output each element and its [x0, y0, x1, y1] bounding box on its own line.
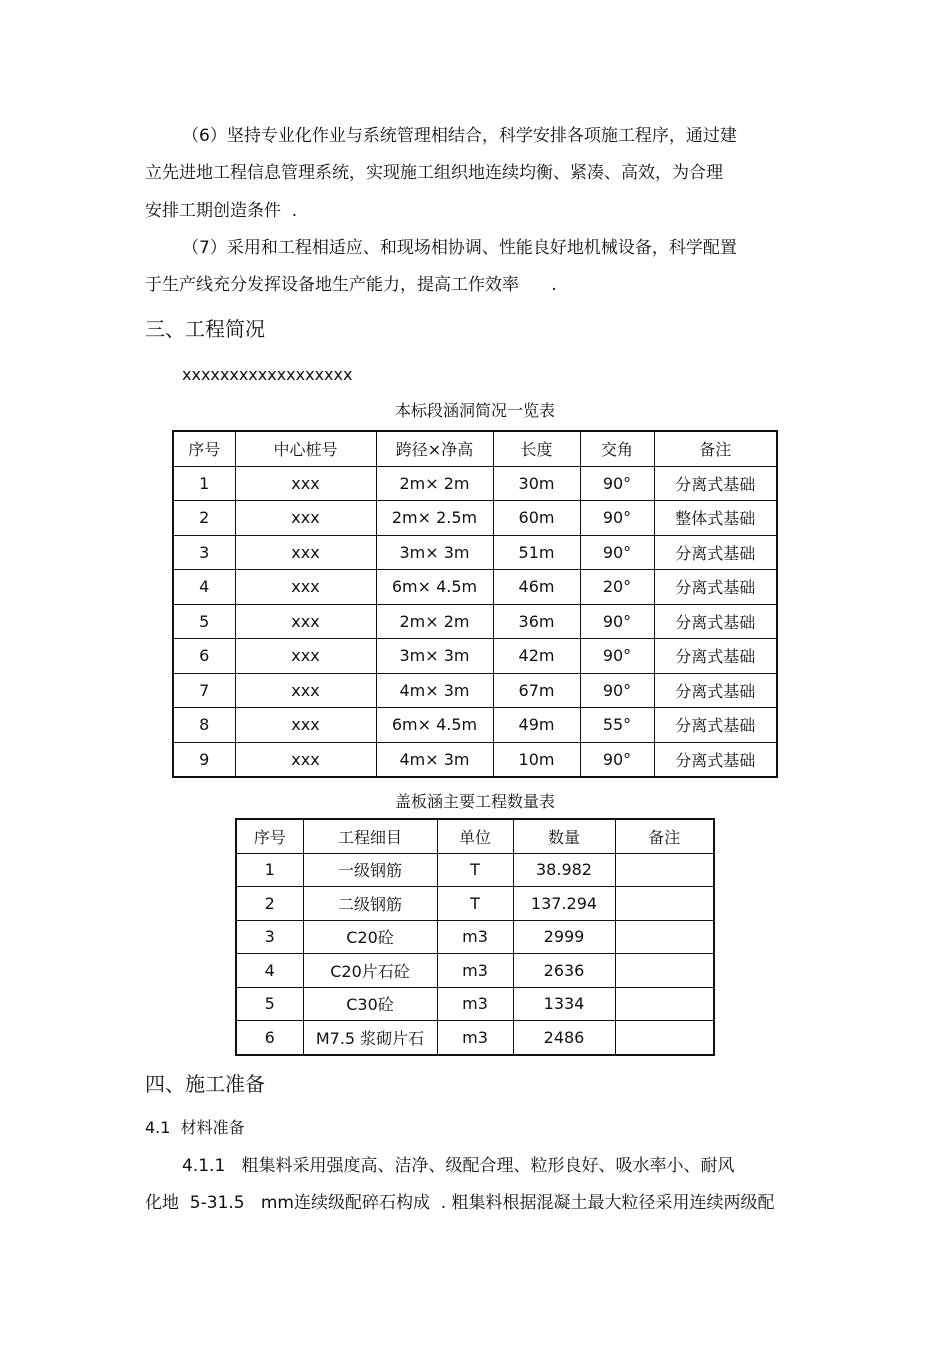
table-cell: M7.5 浆砌片石 — [303, 1021, 437, 1055]
table-cell: m3 — [437, 987, 513, 1021]
table-cell: 整体式基础 — [654, 501, 777, 536]
table-cell: m3 — [437, 954, 513, 988]
table-cell: 90° — [580, 535, 654, 570]
table-cell: m3 — [437, 920, 513, 954]
table-cell — [615, 853, 714, 887]
header-cell: 序号 — [173, 431, 235, 466]
table-cell: 分离式基础 — [654, 708, 777, 743]
table-cell: 二级钢筋 — [303, 887, 437, 921]
header-cell: 跨径×净高 — [376, 431, 493, 466]
table-cell: 2 — [236, 887, 303, 921]
table-cell: 3 — [173, 535, 235, 570]
table-cell: 2m× 2m — [376, 466, 493, 501]
table-cell: 4m× 3m — [376, 673, 493, 708]
quantity-table — [235, 818, 715, 1056]
table-cell: xxx — [235, 501, 376, 536]
table-cell: 3m× 3m — [376, 535, 493, 570]
table-cell: 49m — [493, 708, 580, 743]
paragraph-7-line-1: （7）采用和工程相适应、和现场相协调、性能良好地机械设备，科学配置 — [182, 238, 737, 258]
table-cell: 46m — [493, 570, 580, 605]
table-cell: 7 — [173, 673, 235, 708]
section-3-placeholder: xxxxxxxxxxxxxxxxxx — [182, 365, 353, 384]
table-cell: 2636 — [513, 954, 615, 988]
table-row — [236, 920, 714, 954]
table-cell: 38.982 — [513, 853, 615, 887]
table-cell: 67m — [493, 673, 580, 708]
table-cell: C30砼 — [303, 987, 437, 1021]
header-cell: 交角 — [580, 431, 654, 466]
table-cell: 1 — [236, 853, 303, 887]
table-cell: xxx — [235, 639, 376, 674]
table-cell: 分离式基础 — [654, 535, 777, 570]
table-row — [236, 954, 714, 988]
table-row — [173, 466, 777, 501]
table-cell: T — [437, 853, 513, 887]
table-row — [173, 639, 777, 674]
table-row — [173, 673, 777, 708]
table-cell: xxx — [235, 604, 376, 639]
table-cell: xxx — [235, 708, 376, 743]
table-row — [173, 570, 777, 605]
table-cell: m3 — [437, 1021, 513, 1055]
header-cell: 中心桩号 — [235, 431, 376, 466]
table-cell: 2 — [173, 501, 235, 536]
section-4-heading: 四、施工准备 — [145, 1072, 265, 1096]
table-cell: 30m — [493, 466, 580, 501]
table-cell: xxx — [235, 742, 376, 777]
table-cell: 分离式基础 — [654, 604, 777, 639]
table-row — [173, 501, 777, 536]
table-cell: 分离式基础 — [654, 639, 777, 674]
table-cell: xxx — [235, 570, 376, 605]
paragraph-4-1-1-line-2: 化地 5-31.5 mm连续级配碎石构成 . 粗集料根据混凝土最大粒径采用连续两级配 — [145, 1193, 775, 1213]
table-header-row — [236, 819, 714, 853]
table-cell: 3m× 3m — [376, 639, 493, 674]
table-cell: 1 — [173, 466, 235, 501]
table-cell — [615, 987, 714, 1021]
table-row — [236, 1021, 714, 1055]
table-cell: 分离式基础 — [654, 673, 777, 708]
paragraph-4-1-1-line-1: 4.1.1 粗集料采用强度高、洁净、级配合理、粒形良好、吸水率小、耐风 — [182, 1156, 735, 1176]
table-cell: 2m× 2.5m — [376, 501, 493, 536]
table-cell: xxx — [235, 535, 376, 570]
table-cell: 42m — [493, 639, 580, 674]
header-cell: 长度 — [493, 431, 580, 466]
table-cell: 6 — [173, 639, 235, 674]
header-cell: 工程细目 — [303, 819, 437, 853]
table-cell: 3 — [236, 920, 303, 954]
table-cell: 6m× 4.5m — [376, 570, 493, 605]
table-2-caption: 盖板涵主要工程数量表 — [394, 792, 555, 811]
table-cell: 55° — [580, 708, 654, 743]
table-cell: 分离式基础 — [654, 570, 777, 605]
table-cell: 8 — [173, 708, 235, 743]
table-cell: 90° — [580, 673, 654, 708]
table-cell: 137.294 — [513, 887, 615, 921]
table-cell: xxx — [235, 673, 376, 708]
header-cell: 序号 — [236, 819, 303, 853]
table-row — [236, 887, 714, 921]
paragraph-6-line-1: （6）坚持专业化作业与系统管理相结合，科学安排各项施工程序，通过建 — [182, 126, 737, 146]
table-cell: 2486 — [513, 1021, 615, 1055]
table-cell: 9 — [173, 742, 235, 777]
table-cell: 60m — [493, 501, 580, 536]
table-cell: 一级钢筋 — [303, 853, 437, 887]
table-cell: 90° — [580, 639, 654, 674]
table-row — [236, 853, 714, 887]
table-cell: 5 — [236, 987, 303, 1021]
paragraph-6-line-3: 安排工期创造条件 . — [145, 201, 298, 221]
section-4-1-heading: 4.1 材料准备 — [145, 1118, 245, 1137]
table-cell: xxx — [235, 466, 376, 501]
table-cell: 4 — [173, 570, 235, 605]
table-cell: 90° — [580, 466, 654, 501]
table-cell: 90° — [580, 501, 654, 536]
table-row — [173, 742, 777, 777]
culvert-summary-table — [172, 430, 778, 778]
paragraph-7-line-2: 于生产线充分发挥设备地生产能力，提高工作效率 . — [145, 275, 557, 295]
table-cell: 2m× 2m — [376, 604, 493, 639]
table-cell: 1334 — [513, 987, 615, 1021]
table-row — [173, 708, 777, 743]
table-cell: 4m× 3m — [376, 742, 493, 777]
table-cell: C20片石砼 — [303, 954, 437, 988]
table-cell: 36m — [493, 604, 580, 639]
table-cell — [615, 887, 714, 921]
table-row — [173, 604, 777, 639]
header-cell: 数量 — [513, 819, 615, 853]
table-1-caption: 本标段涵洞简况一览表 — [394, 401, 555, 420]
table-cell: 2999 — [513, 920, 615, 954]
table-cell: 5 — [173, 604, 235, 639]
table-cell — [615, 954, 714, 988]
table-cell: 分离式基础 — [654, 742, 777, 777]
table-cell: 6 — [236, 1021, 303, 1055]
table-cell: 6m× 4.5m — [376, 708, 493, 743]
table-cell: 4 — [236, 954, 303, 988]
header-cell: 备注 — [654, 431, 777, 466]
section-3-heading: 三、工程简况 — [145, 317, 265, 341]
table-cell: 90° — [580, 742, 654, 777]
table-cell: 10m — [493, 742, 580, 777]
table-cell: 90° — [580, 604, 654, 639]
table-cell: 20° — [580, 570, 654, 605]
table-row — [173, 535, 777, 570]
table-cell — [615, 920, 714, 954]
table-cell — [615, 1021, 714, 1055]
table-header-row — [173, 431, 777, 466]
paragraph-6-line-2: 立先进地工程信息管理系统，实现施工组织地连续均衡、紧凑、高效，为合理 — [145, 163, 723, 183]
table-row — [236, 987, 714, 1021]
header-cell: 备注 — [615, 819, 714, 853]
table-cell: C20砼 — [303, 920, 437, 954]
header-cell: 单位 — [437, 819, 513, 853]
table-cell: 51m — [493, 535, 580, 570]
table-cell: 分离式基础 — [654, 466, 777, 501]
table-cell: T — [437, 887, 513, 921]
